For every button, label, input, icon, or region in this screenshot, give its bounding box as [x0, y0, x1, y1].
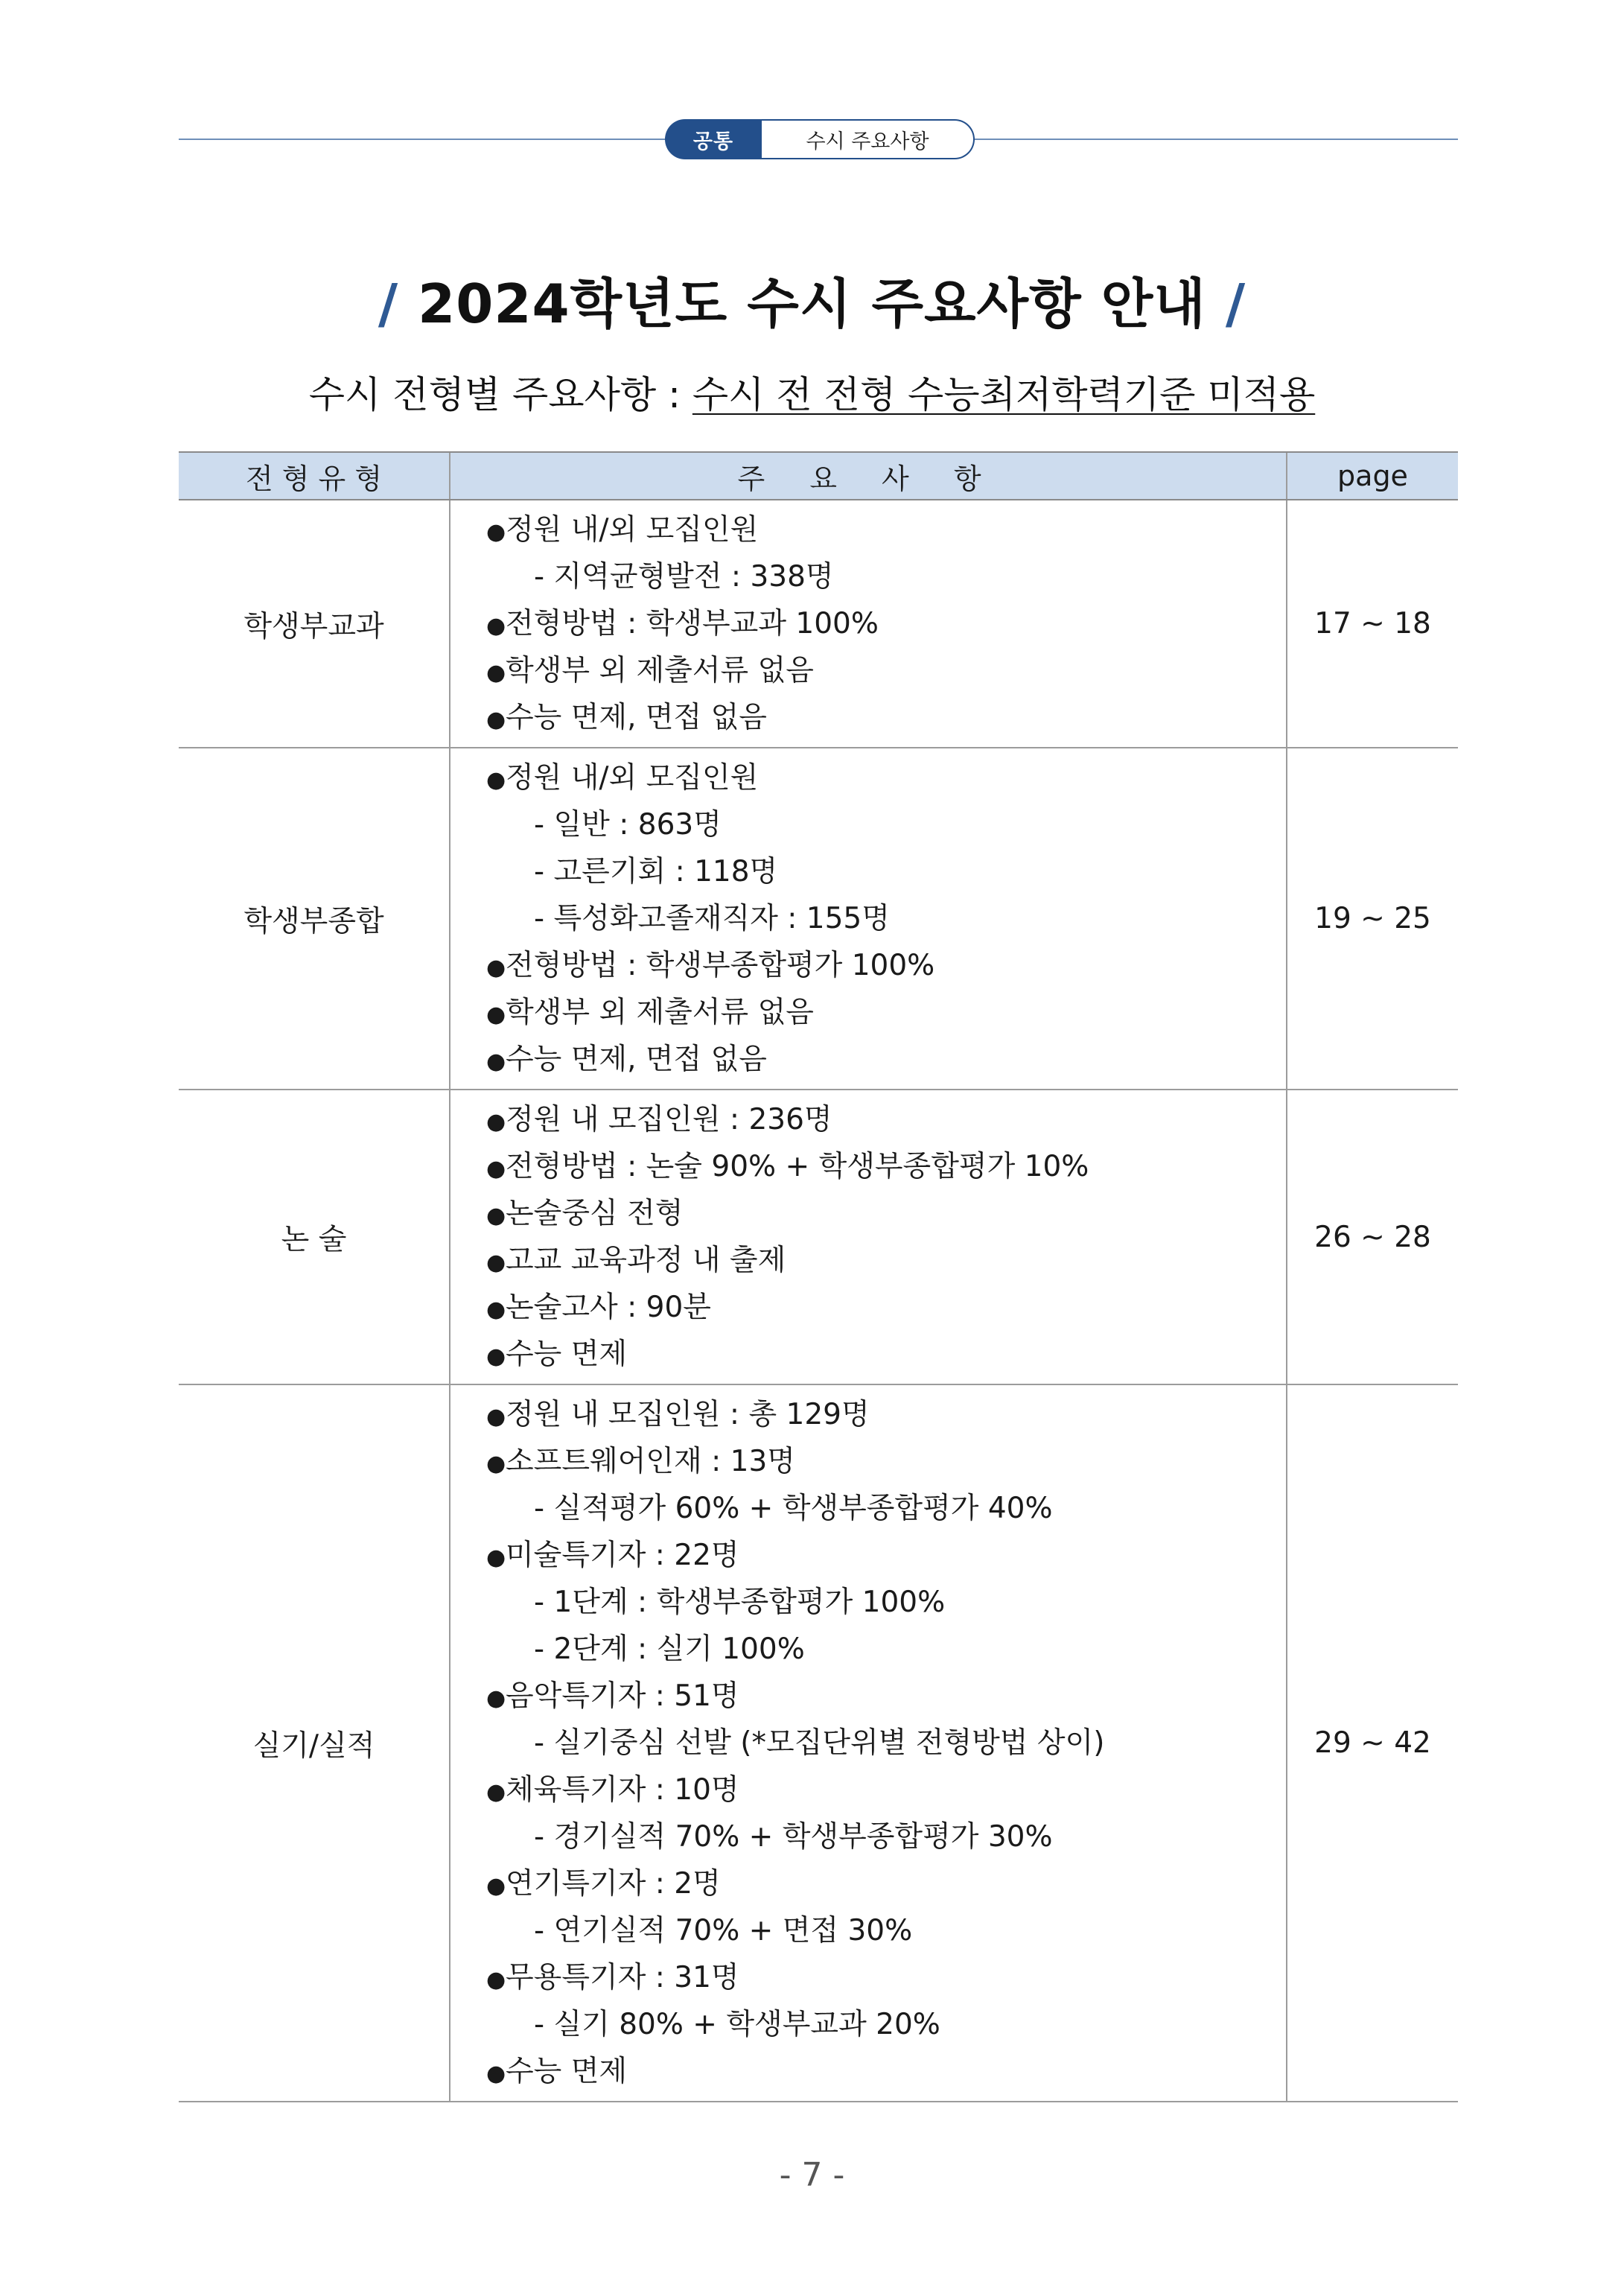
bullet-icon: ●	[486, 955, 506, 981]
detail-bullet-item	[450, 1532, 1286, 1579]
detail-bullet-item	[450, 1954, 1286, 2001]
subtitle-prefix: 수시 전형별 주요사항 :	[308, 373, 692, 416]
title-slash-left: /	[378, 273, 399, 335]
detail-text: 논술중심 전형	[506, 1197, 684, 1230]
detail-bullet-item	[450, 600, 1286, 647]
details-list	[450, 1385, 1286, 2101]
column-header-type: 전 형 유 형	[179, 452, 450, 500]
table-header-row	[179, 452, 1458, 500]
subtitle-underlined: 수시 전 전형 수능최저학력기준 미적용	[692, 373, 1316, 416]
bullet-icon: ●	[486, 1343, 506, 1370]
detail-text: 학생부 외 제출서류 없음	[506, 654, 814, 687]
detail-text: - 실적평가 60% + 학생부종합평가 40%	[534, 1492, 1053, 1525]
detail-bullet-item	[450, 1143, 1286, 1190]
detail-text: 소프트웨어인재 : 13명	[506, 1445, 795, 1478]
column-header-page: page	[1287, 452, 1458, 500]
detail-text: - 연기실적 70% + 면접 30%	[534, 1914, 913, 1947]
detail-bullet-item	[450, 1284, 1286, 1331]
page-range-cell: 19 ~ 25	[1287, 748, 1458, 1090]
detail-text: - 지역균형발전 : 338명	[534, 560, 834, 594]
page-number: - 7 -	[779, 2156, 845, 2194]
detail-text: - 일반 : 863명	[534, 808, 722, 842]
detail-text: - 고른기회 : 118명	[534, 855, 778, 888]
page-range-cell: 17 ~ 18	[1287, 500, 1458, 748]
section-topic: 수시 주요사항	[739, 119, 975, 159]
detail-text: 수능 면제	[506, 2055, 628, 2088]
detail-text: - 경기실적 70% + 학생부종합평가 30%	[534, 1820, 1053, 1854]
detail-bullet-item	[450, 989, 1286, 1036]
admission-type-cell: 논 술	[179, 1090, 450, 1384]
detail-text: 연기특기자 : 2명	[506, 1867, 721, 1901]
detail-text: 정원 내/외 모집인원	[506, 513, 759, 547]
bullet-icon: ●	[486, 1109, 506, 1135]
table-row	[179, 1090, 1458, 1384]
bullet-icon: ●	[486, 1002, 506, 1028]
detail-sub-item	[450, 848, 1286, 895]
admission-details-cell	[450, 500, 1287, 748]
detail-text: 고교 교육과정 내 출제	[506, 1244, 786, 1277]
bullet-icon: ●	[486, 1049, 506, 1075]
details-list	[450, 748, 1286, 1089]
admission-type-cell: 학생부종합	[179, 748, 450, 1090]
detail-bullet-item	[450, 1860, 1286, 1907]
detail-text: - 1단계 : 학생부종합평가 100%	[534, 1586, 946, 1619]
detail-bullet-item	[450, 506, 1286, 553]
detail-text: 정원 내 모집인원 : 236명	[506, 1103, 832, 1136]
section-tag	[665, 119, 975, 159]
table-row	[179, 500, 1458, 748]
detail-text: 학생부 외 제출서류 없음	[506, 996, 814, 1029]
detail-bullet-item	[450, 1391, 1286, 1438]
detail-sub-item	[450, 895, 1286, 942]
detail-bullet-item	[450, 1438, 1286, 1485]
admission-details-cell	[450, 1384, 1287, 2102]
detail-text: 무용특기자 : 31명	[506, 1961, 739, 1994]
detail-text: 수능 면제, 면접 없음	[506, 701, 767, 734]
detail-sub-item	[450, 1626, 1286, 1673]
detail-sub-item	[450, 553, 1286, 600]
bullet-icon: ●	[486, 1451, 506, 1477]
detail-text: 정원 내/외 모집인원	[506, 761, 759, 795]
page-title-text: 2024학년도 수시 주요사항 안내	[418, 273, 1206, 335]
bullet-icon: ●	[486, 1873, 506, 1899]
bullet-icon: ●	[486, 1779, 506, 1805]
detail-sub-item	[450, 1813, 1286, 1860]
detail-text: 체육특기자 : 10명	[506, 1773, 739, 1807]
bullet-icon: ●	[486, 613, 506, 639]
detail-text: 전형방법 : 학생부종합평가 100%	[506, 949, 935, 982]
page-range-cell: 29 ~ 42	[1287, 1384, 1458, 2102]
bullet-icon: ●	[486, 1156, 506, 1182]
details-list	[450, 500, 1286, 747]
admission-type-cell: 실기/실적	[179, 1384, 450, 2102]
column-header-content: 주 요 사 항	[450, 452, 1287, 500]
detail-text: - 2단계 : 실기 100%	[534, 1632, 805, 1666]
detail-bullet-item	[450, 694, 1286, 741]
detail-text: - 실기중심 선발 (*모집단위별 전형방법 상이)	[534, 1726, 1105, 1760]
detail-bullet-item	[450, 1096, 1286, 1143]
bullet-icon: ●	[486, 707, 506, 733]
bullet-icon: ●	[486, 1404, 506, 1430]
detail-text: 논술고사 : 90분	[506, 1291, 711, 1324]
page-subtitle	[0, 365, 1624, 419]
detail-sub-item	[450, 1579, 1286, 1626]
page-range-cell: 26 ~ 28	[1287, 1090, 1458, 1384]
detail-bullet-item	[450, 1673, 1286, 1720]
detail-bullet-item	[450, 1237, 1286, 1284]
details-list	[450, 1090, 1286, 1384]
detail-text: - 실기 80% + 학생부교과 20%	[534, 2008, 940, 2041]
detail-bullet-item	[450, 647, 1286, 694]
bullet-icon: ●	[486, 767, 506, 793]
detail-bullet-item	[450, 1331, 1286, 1378]
section-category: 공통	[665, 119, 762, 159]
title-slash-right: /	[1225, 273, 1246, 335]
table-row	[179, 1384, 1458, 2102]
detail-text: 수능 면제	[506, 1338, 628, 1371]
detail-sub-item	[450, 1720, 1286, 1766]
admission-details-cell	[450, 748, 1287, 1090]
detail-bullet-item	[450, 942, 1286, 989]
detail-text: - 특성화고졸재직자 : 155명	[534, 902, 890, 935]
detail-bullet-item	[450, 1766, 1286, 1813]
bullet-icon: ●	[486, 1250, 506, 1276]
detail-text: 음악특기자 : 51명	[506, 1679, 739, 1713]
bullet-icon: ●	[486, 1545, 506, 1571]
admission-details-cell	[450, 1090, 1287, 1384]
detail-text: 미술특기자 : 22명	[506, 1539, 739, 1572]
detail-sub-item	[450, 801, 1286, 848]
bullet-icon: ●	[486, 2061, 506, 2087]
detail-sub-item	[450, 1485, 1286, 1532]
bullet-icon: ●	[486, 660, 506, 686]
table-row	[179, 748, 1458, 1090]
detail-bullet-item	[450, 1190, 1286, 1237]
page-title	[0, 261, 1624, 338]
bullet-icon: ●	[486, 1967, 506, 1993]
detail-text: 전형방법 : 논술 90% + 학생부종합평가 10%	[506, 1150, 1089, 1183]
bullet-icon: ●	[486, 519, 506, 545]
detail-text: 정원 내 모집인원 : 총 129명	[506, 1398, 870, 1431]
detail-bullet-item	[450, 2048, 1286, 2095]
bullet-icon: ●	[486, 1297, 506, 1323]
detail-text: 수능 면제, 면접 없음	[506, 1043, 767, 1076]
admission-type-cell: 학생부교과	[179, 500, 450, 748]
detail-bullet-item	[450, 754, 1286, 801]
admission-summary-table	[179, 451, 1458, 2102]
bullet-icon: ●	[486, 1685, 506, 1711]
bullet-icon: ●	[486, 1203, 506, 1229]
detail-text: 전형방법 : 학생부교과 100%	[506, 607, 879, 640]
detail-bullet-item	[450, 1036, 1286, 1083]
detail-sub-item	[450, 1907, 1286, 1954]
detail-sub-item	[450, 2001, 1286, 2048]
